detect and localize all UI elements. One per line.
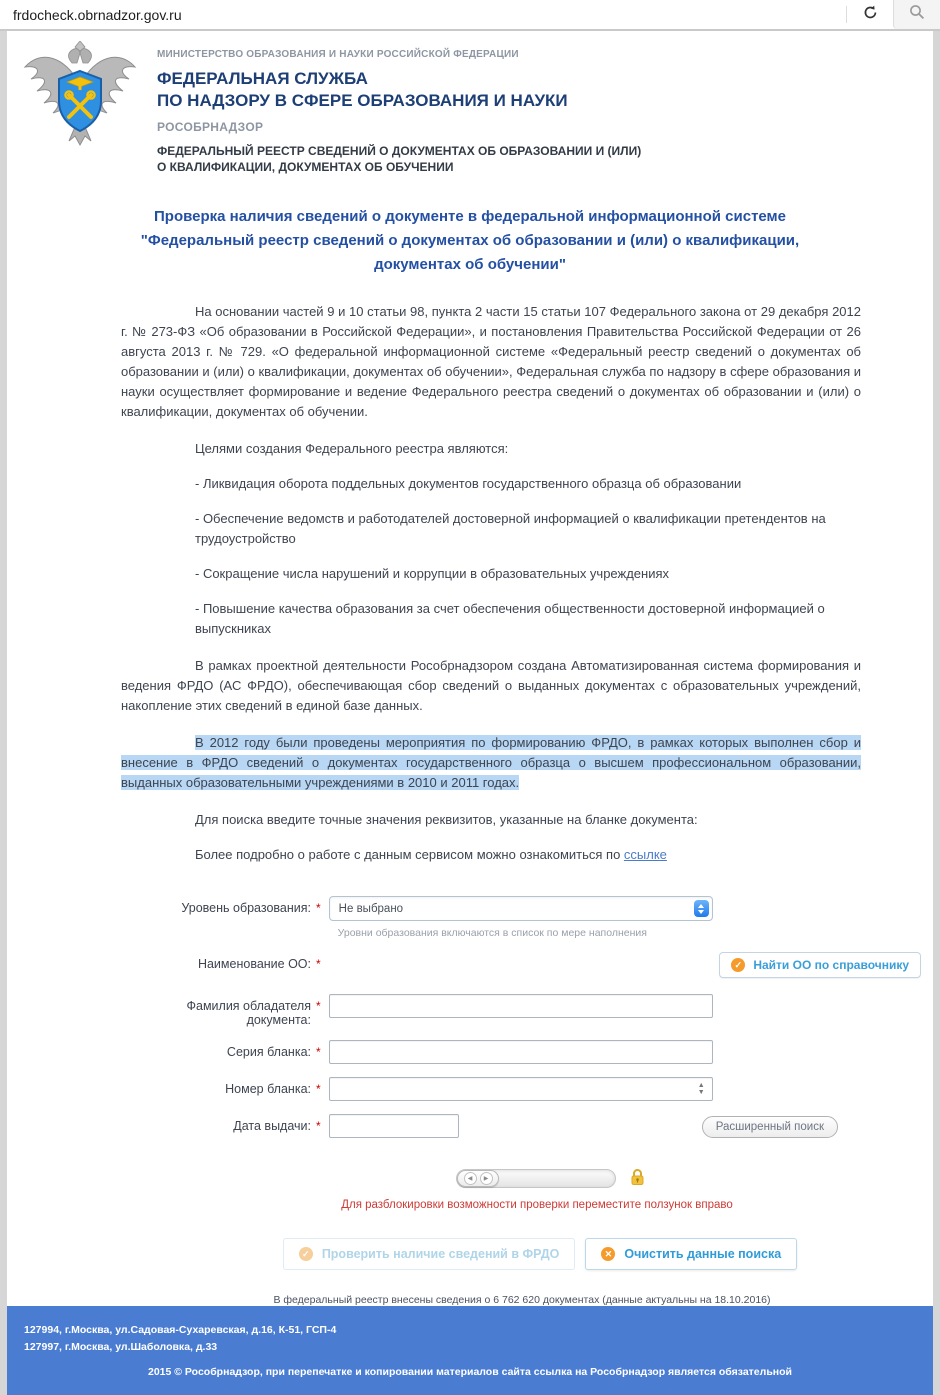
clear-circle-icon: ✕ [601, 1247, 615, 1261]
form-row-series [121, 1040, 923, 1064]
slider-handle[interactable] [457, 1170, 499, 1187]
url-field[interactable] [0, 0, 846, 29]
form-row-surname [121, 994, 923, 1027]
search-instruction: Для поиска введите точные значения реквизитов, указанные на бланке документа: [195, 812, 698, 827]
required-asterisk: * [316, 999, 321, 1013]
registry-name: ФЕДЕРАЛЬНЫЙ РЕЕСТР СВЕДЕНИЙ О ДОКУМЕНТАХ ОБ ОБРАЗОВАНИИ И (ИЛИ) О КВАЛИФИКАЦИИ, ДОКУМЕНТАХ ОБ ОБУЧЕНИИ [157, 144, 642, 174]
oo-name-label: Наименование ОО: [197, 957, 311, 971]
reload-button[interactable] [847, 0, 893, 29]
url-text: frdocheck.obrnadzor.gov.ru [13, 6, 182, 23]
select-stepper-icon[interactable] [694, 900, 709, 917]
service-name: ФЕДЕРАЛЬНАЯ СЛУЖБА ПО НАДЗОРУ В СФЕРЕ ОБРАЗОВАНИЯ И НАУКИ [157, 69, 568, 110]
short-name: РОСОБРНАДЗОР [157, 120, 264, 134]
registry-count-info: В федеральный реестр внесены сведения о 6 762 620 документах (данные актуальны на 18.10.2016) [273, 1294, 771, 1306]
action-buttons [157, 1238, 923, 1270]
check-frdo-button[interactable]: ✓ Проверить наличие сведений в ФРДО [283, 1238, 576, 1270]
form-row-issue-date [121, 1114, 923, 1138]
education-level-hint: Уровни образования включаются в список по мере наполнения [337, 927, 647, 939]
goal-item: - Сокращение числа нарушений и коррупции в образовательных учреждениях [195, 566, 670, 581]
surname-label: Фамилия обладателя документа: [186, 999, 311, 1027]
issue-date-label: Дата выдачи: [233, 1119, 311, 1133]
required-asterisk: * [316, 1082, 321, 1096]
number-label: Номер бланка: [225, 1082, 311, 1096]
paragraph-2012-highlighted: В 2012 году были проведены мероприятия по формированию ФРДО, в рамках которых выполнен сбор и внесение в ФРДО сведений о документах государственного образца о высшем профессиональном образовании, выданных образовательными учреждениями в 2010 и 2011 годах. [121, 735, 861, 790]
required-asterisk: * [316, 901, 321, 915]
required-asterisk: * [316, 957, 321, 971]
goal-item: - Повышение качества образования за счет обеспечения общественности достоверной информацией о выпускниках [195, 601, 825, 636]
find-oo-button[interactable]: ✓ Найти ОО по справочнику [719, 952, 921, 978]
check-circle-icon: ✓ [299, 1247, 313, 1261]
slider-left-arrow-icon: ◀ [464, 1172, 477, 1185]
issue-date-input[interactable] [329, 1114, 459, 1138]
paragraph-as-frdo: В рамках проектной деятельности Рособрнадзором создана Автоматизированная система формирования и ведения ФРДО (АС ФРДО), обеспечивающая сбор сведений о выданных документах с образовательных учреждений, накопление этих сведений в единой базе данных. [121, 658, 861, 713]
education-level-label: Уровень образования: [181, 901, 311, 915]
intro-text [121, 285, 861, 880]
education-level-select[interactable] [329, 896, 713, 921]
footer-copyright: 2015 © Рособрнадзор, при перепечатке и копировании материалов сайта ссылка на Рособрнадзор является обязательной [148, 1366, 792, 1378]
search-button[interactable] [893, 0, 940, 29]
form-row-number [121, 1077, 923, 1101]
unlock-slider-row [179, 1168, 923, 1189]
clear-search-button[interactable]: ✕ Очистить данные поиска [585, 1238, 797, 1270]
series-input[interactable] [329, 1040, 713, 1064]
surname-input[interactable] [329, 994, 713, 1018]
document-search-form [121, 896, 923, 1306]
series-label: Серия бланка: [226, 1045, 311, 1059]
check-circle-icon: ✓ [731, 958, 745, 972]
page-title: Проверка наличия сведений о документе в федеральной информационной системе "Федеральный реестр сведений о документах об образовании и (или) о квалификации, документах об обучении" [140, 208, 800, 273]
page [7, 31, 933, 1395]
slider-unlock-hint: Для разблокировки возможности проверки переместите ползунок вправо [341, 1199, 733, 1211]
reload-icon [862, 4, 879, 26]
footer-address-2: 127997, г.Москва, ул.Шаболовка, д.33 [24, 1341, 218, 1353]
form-row-education-level [121, 896, 923, 939]
goal-item: - Ликвидация оборота поддельных документов государственного образца об образовании [195, 476, 742, 491]
site-header [7, 31, 933, 175]
header-text [143, 41, 641, 175]
lock-icon [629, 1168, 646, 1189]
required-asterisk: * [316, 1119, 321, 1133]
browser-address-bar [0, 0, 940, 31]
education-level-selected-value: Не выбрано [338, 902, 404, 915]
goal-item: - Обеспечение ведомств и работодателей достоверной информацией о квалификации претендентов на трудоустройство [195, 511, 826, 546]
goals-intro: Целями создания Федерального реестра являются: [195, 441, 509, 456]
required-asterisk: * [316, 1045, 321, 1059]
page-footer [7, 1306, 933, 1395]
unlock-slider[interactable] [456, 1169, 616, 1188]
form-row-oo-name [121, 952, 923, 978]
footer-address-1: 127994, г.Москва, ул.Садовая-Сухаревская, д.16, К-51, ГСП-4 [24, 1324, 337, 1336]
paragraph-legal-basis: На основании частей 9 и 10 статьи 98, пункта 2 части 15 статьи 107 Федерального закона от 29 декабря 2012 г. № 273-ФЗ «Об образовании в Российской Федерации», и постановления Правительства Российской Федерации от 26 августа 2013 г. № 729. «О федеральной информационной системе «Федеральный реестр сведений о документах об образовании и (или) о квалификации, документах об обучении», Федеральная служба по надзору в сфере образования и науки осуществляет формирование и ведение Федерального реестра сведений о документах об образовании и (или) о квалификации, документах об обучении. [121, 304, 861, 419]
slider-right-arrow-icon: ▶ [480, 1172, 493, 1185]
advanced-search-button[interactable]: Расширенный поиск [702, 1116, 838, 1138]
ministry-label: МИНИСТЕРСТВО ОБРАЗОВАНИЯ И НАУКИ РОССИЙСКОЙ ФЕДЕРАЦИИ [157, 49, 519, 60]
search-icon [909, 4, 925, 25]
number-input[interactable] [329, 1077, 713, 1101]
number-spinner-icon[interactable]: ▲ ▼ [697, 1082, 705, 1096]
more-info-line: Более подробно о работе с данным сервисом можно ознакомиться по ссылке [195, 847, 667, 862]
rosobrnadzor-eagle-logo [17, 41, 143, 149]
more-info-link[interactable]: ссылке [623, 847, 667, 862]
